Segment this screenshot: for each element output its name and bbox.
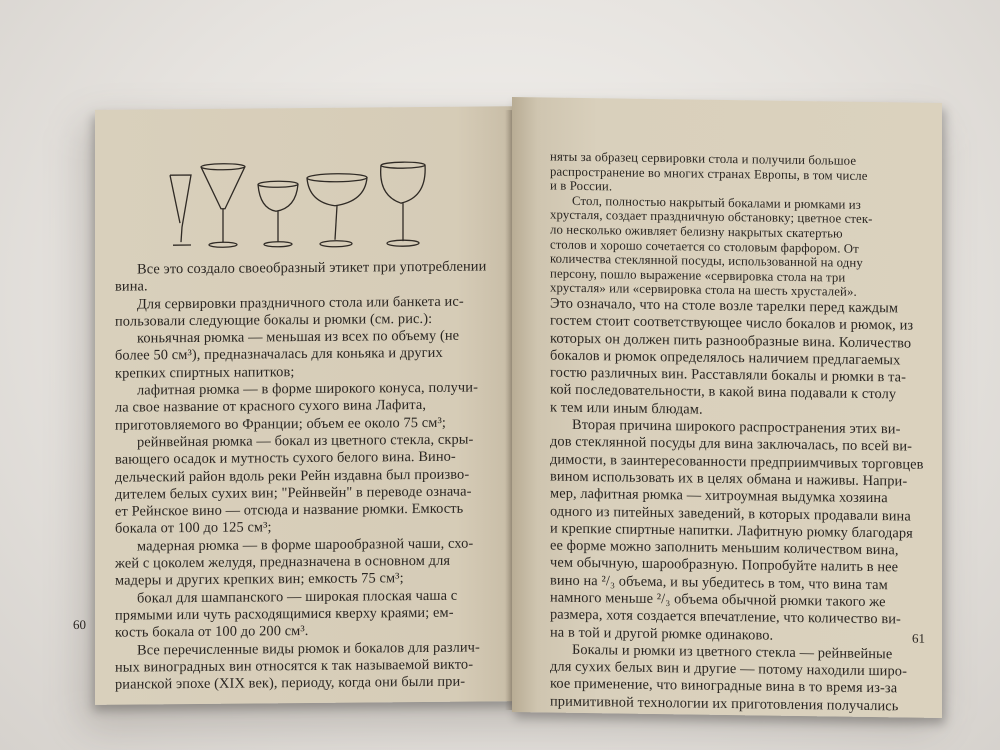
text-line: и в России. bbox=[550, 178, 613, 194]
text-line: столов и хорошо сочетается со столовым фарфором. От bbox=[550, 237, 859, 256]
text-line: на в той и другой рюмке одинаково. bbox=[550, 624, 774, 644]
text-line: Вторая причина широкого распространения этих ви- bbox=[572, 416, 901, 438]
text-line: ло несколько оживляет белизну накрытых скатертью bbox=[550, 222, 843, 241]
cognac-glass-icon bbox=[170, 175, 191, 245]
text-line: димости, в заинтересованности предприимчивых торговцев bbox=[550, 451, 924, 473]
text-line: гостем стоит соответствующее число бокалов и рюмок, из bbox=[550, 312, 914, 334]
left-page bbox=[73, 106, 520, 705]
text-line: лафитная рюмка — в форме широкого конуса, получи- bbox=[137, 379, 478, 399]
champagne-coupe-icon bbox=[307, 173, 367, 247]
text-line: дителем белых сухих вин; "Рейнвейн" в переводе означа- bbox=[115, 483, 472, 503]
text-line: распространение во многих странах Европы, в том числе bbox=[550, 164, 868, 183]
text-line: прямыми или чуть расходящимися кверху краями; ем- bbox=[115, 604, 454, 624]
left-page-number: 60 bbox=[73, 616, 86, 633]
text-line: одного из питейных заведений, в которых продавали вина bbox=[550, 503, 911, 525]
text-line: для сухих белых вин и другие — потому находили широ- bbox=[550, 658, 907, 680]
right-page bbox=[512, 97, 942, 718]
text-line: кость бокала от 100 до 200 см³. bbox=[115, 623, 309, 641]
text-line: крепких спиртных напитков; bbox=[115, 363, 295, 382]
text-line: Бокалы и рюмки из цветного стекла — рейнвейные bbox=[572, 641, 893, 663]
text-line: няты за образец сервировки стола и получили большое bbox=[550, 149, 857, 168]
right-page-body bbox=[550, 150, 928, 716]
right-page-number: 61 bbox=[912, 630, 925, 646]
text-line: примитивной технологии их приготовления получались bbox=[550, 693, 899, 715]
text-line: размера, хотя создается впечатление, что количество ви- bbox=[550, 606, 901, 628]
lafite-glass-icon bbox=[201, 164, 245, 248]
text-line: мадеры и других крепких вин; емкость 75 см³; bbox=[115, 570, 404, 590]
text-line: вино на ²/₃ объема, и вы убедитесь в том, что вина там bbox=[550, 572, 888, 593]
text-line: жей с цоколем желудя, предназначена в основном для bbox=[115, 552, 451, 572]
text-line: гостю различных вин. Расставляли бокалы и рюмки в та- bbox=[550, 364, 907, 386]
text-line: приготовляемого во Франции; объем ее около 75 см³; bbox=[115, 414, 447, 434]
rhine-wine-glass-icon bbox=[258, 181, 298, 247]
text-line: Все это создало своеобразный этикет при употреблении bbox=[137, 258, 487, 278]
text-line: коньячная рюмка — меньшая из всех по объему (не bbox=[137, 327, 460, 347]
text-line: к тем или иным блюдам. bbox=[550, 399, 703, 418]
text-line: вина. bbox=[115, 278, 148, 295]
text-line: хрусталя, создает праздничную обстановку; цветное стек- bbox=[550, 207, 873, 227]
text-line: Для сервировки праздничного стола или банкета ис- bbox=[137, 293, 464, 313]
text-line: дельческий район вдоль реки Рейн издавна был произво- bbox=[115, 466, 470, 486]
left-page-body bbox=[115, 258, 497, 694]
text-line: которых он должен пить разнообразные вина. Количество bbox=[550, 330, 912, 352]
text-line: мадерная рюмка — в форме шарообразной чаши, схо- bbox=[137, 535, 474, 555]
text-line: ее форме можно заполнить меньшим количеством вина, bbox=[550, 537, 899, 559]
text-line: Это означало, что на столе возле тарелки перед каждым bbox=[550, 295, 899, 317]
wine-glasses-illustration bbox=[165, 155, 455, 253]
text-line: бокала от 100 до 125 см³; bbox=[115, 519, 272, 538]
text-line: вающего осадок и мутность сухого белого вина. Вино- bbox=[115, 448, 456, 468]
text-line: рейнвейная рюмка — бокал из цветного стекла, скры- bbox=[137, 431, 474, 451]
text-line: бокалов и рюмок определялось наличием предлагаемых bbox=[550, 347, 901, 369]
text-line: намного меньше ²/₃ объема обычной рюмки такого же bbox=[550, 589, 886, 611]
text-line: количества стеклянной посуды, использованной на одну bbox=[550, 251, 863, 271]
text-line: кой последовательности, в какой вина подавали к столу bbox=[550, 381, 897, 403]
text-line: пользовали следующие бокалы и рюмки (см. рис.): bbox=[115, 310, 433, 330]
text-line: вином использовать их в целях обмана и наживы. Напри- bbox=[550, 468, 908, 490]
text-line: более 50 см³), предназначалась для коньяка и других bbox=[115, 345, 443, 365]
text-line: персону, пошло выражение «сервировка стола на три bbox=[550, 266, 846, 285]
madeira-glass-icon bbox=[381, 162, 425, 246]
text-line: и крепкие спиртные напитки. Лафитную рюмку благодаря bbox=[550, 520, 913, 542]
text-line: бокал для шампанского — широкая плоская чаша с bbox=[137, 587, 458, 607]
text-line: кое применение, что виноградные вина в то время из-за bbox=[550, 675, 898, 697]
text-line: мер, лафитная рюмка — хитроумная выдумка хозяина bbox=[550, 485, 888, 507]
text-line: ет Рейнское вино — отсюда и название рюмки. Емкость bbox=[115, 500, 464, 520]
text-line: рианской эпохе (XIX век), периоду, когда они были при- bbox=[115, 673, 466, 693]
text-line: хрусталя» или «сервировка стола на шесть хрусталей». bbox=[550, 280, 857, 300]
text-line: дов стеклянной посуды для вина заключалась, по всей ви- bbox=[550, 433, 913, 455]
text-line: Все перечисленные виды рюмок и бокалов для различ- bbox=[137, 639, 480, 659]
text-line: Стол, полностью накрытый бокалами и рюмками из bbox=[572, 193, 861, 212]
text-line: ла свое название от красного сухого вина Лафита, bbox=[115, 397, 427, 417]
text-line: чем обычную, шарообразную. Попробуйте налить в нее bbox=[550, 554, 899, 576]
text-line: ных виноградных вин относятся к так называемой викто- bbox=[115, 656, 474, 676]
